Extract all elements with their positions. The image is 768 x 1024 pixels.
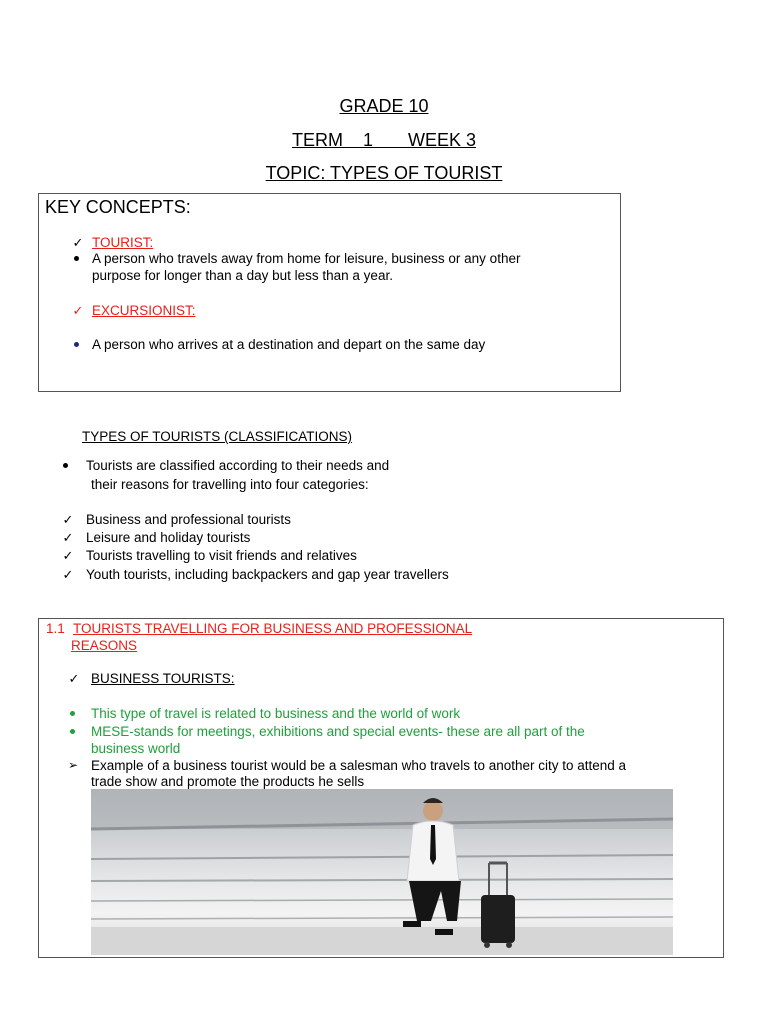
key-concepts-box bbox=[38, 193, 621, 392]
section-title-line1: TOURISTS TRAVELLING FOR BUSINESS AND PROFESSIONAL bbox=[73, 621, 473, 636]
example-line2: trade show and promote the products he sells bbox=[91, 774, 365, 789]
types-intro-line1: Tourists are classified according to their needs and bbox=[86, 458, 390, 473]
section-number: 1.1 bbox=[46, 621, 65, 636]
photo-illustration bbox=[91, 789, 673, 955]
tourist-definition-line2: purpose for longer than a day but less than a year. bbox=[92, 268, 393, 283]
types-intro-line2: their reasons for travelling into four categories: bbox=[91, 477, 369, 492]
excursionist-definition: A person who arrives at a destination and depart on the same day bbox=[92, 337, 486, 352]
category-item: Youth tourists, including backpackers and gap year travellers bbox=[86, 567, 449, 582]
example-line1: Example of a business tourist would be a salesman who travels to another city to attend a bbox=[91, 758, 627, 773]
topic-heading: TOPIC: TYPES OF TOURIST bbox=[265, 163, 503, 183]
tourist-label: TOURIST: bbox=[92, 235, 154, 250]
key-concepts-heading: KEY CONCEPTS: bbox=[45, 197, 191, 217]
bullet-icon bbox=[74, 342, 79, 347]
bullet-icon bbox=[74, 256, 79, 261]
excursionist-label: EXCURSIONIST: bbox=[92, 303, 196, 318]
business-point-1: This type of travel is related to business and the world of work bbox=[91, 706, 461, 721]
category-item: Business and professional tourists bbox=[86, 512, 291, 527]
arrow-bullet-icon: ➢ bbox=[68, 758, 79, 772]
check-icon: ✓ bbox=[62, 567, 74, 582]
check-icon: ✓ bbox=[62, 548, 74, 563]
check-icon: ✓ bbox=[62, 512, 74, 527]
types-heading: TYPES OF TOURISTS (CLASSIFICATIONS) bbox=[82, 429, 353, 444]
category-item: Leisure and holiday tourists bbox=[86, 530, 251, 545]
business-traveller-photo bbox=[91, 789, 673, 955]
business-tourists-subheading: BUSINESS TOURISTS: bbox=[91, 671, 235, 686]
business-point-2-line1: MESE-stands for meetings, exhibitions and special events- these are all part of the bbox=[91, 724, 585, 739]
bullet-icon bbox=[70, 711, 75, 716]
check-icon: ✓ bbox=[72, 235, 84, 250]
grade-heading: GRADE 10 bbox=[339, 96, 429, 116]
check-icon: ✓ bbox=[62, 530, 74, 545]
category-item: Tourists travelling to visit friends and relatives bbox=[86, 548, 357, 563]
bullet-icon bbox=[63, 463, 68, 468]
check-icon: ✓ bbox=[72, 303, 84, 318]
section-title-line2: REASONS bbox=[71, 638, 138, 653]
tourist-definition-line1: A person who travels away from home for leisure, business or any other bbox=[92, 251, 521, 266]
business-point-2-line2: business world bbox=[91, 741, 181, 756]
check-icon: ✓ bbox=[68, 671, 80, 686]
term-week-heading: TERM 1 WEEK 3 bbox=[291, 130, 477, 150]
bullet-icon bbox=[70, 729, 75, 734]
